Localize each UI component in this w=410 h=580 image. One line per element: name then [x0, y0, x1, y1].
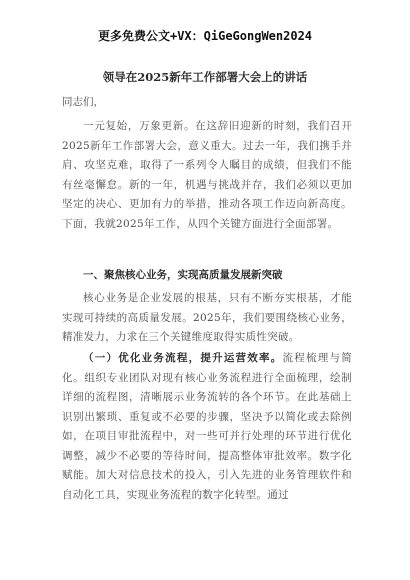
greeting-line: 同志们， — [62, 96, 104, 108]
subsection-heading-1: （一）优化业务流程，提升运营效率。 — [83, 352, 283, 364]
promo-banner: 更多免费公文+VX：QiGeGongWen2024 — [97, 29, 313, 43]
document-title: 领导在2025新年工作部署大会上的讲话 — [102, 70, 308, 84]
paragraph-process-optimization — [62, 349, 352, 505]
section-heading-1: 一、聚焦核心业务，实现高质量发展新突破 — [83, 269, 283, 281]
paragraph-process-text: 流程梳理与简化。组织专业团队对现有核心业务流程进行全面梳理，绘制详细的流程图，清晰展示业务流转的各个环节。在此基础上识别出繁琐、重复或不必要的步骤，坚决予以简化或去除例如，在项目审批流程中，对一些可并行处理的环节进行优化调整，减少不必要的等待时间，提高整体审批效率。数字化赋能。加大对信息技术的投入，引入先进的业务管理软件和自动化工具，实现业务流程的数字化转型。通过 — [62, 352, 352, 501]
paragraph-core-business: 核心业务是企业发展的根基，只有不断夯实根基，才能实现可持续的高质量发展。2025年，我们要围绕核心业务，精准发力，力求在三个关键维度取得实质性突破。 — [62, 292, 352, 343]
paragraph-intro: 一元复始，万象更新。在这辞旧迎新的时刻，我们召开2025新年工作部署大会，意义重大。过去一年，我们携手并肩、攻坚克难，取得了一系列令人瞩目的成绩，但我们不能有丝毫懈怠。新的一年，机遇与挑战并存，我们必须以更加坚定的决心、更加有力的举措，推动各项工作迈向新高度。下面，我就2025年工作，从四个关键方面进行全面部署。 — [62, 120, 352, 230]
